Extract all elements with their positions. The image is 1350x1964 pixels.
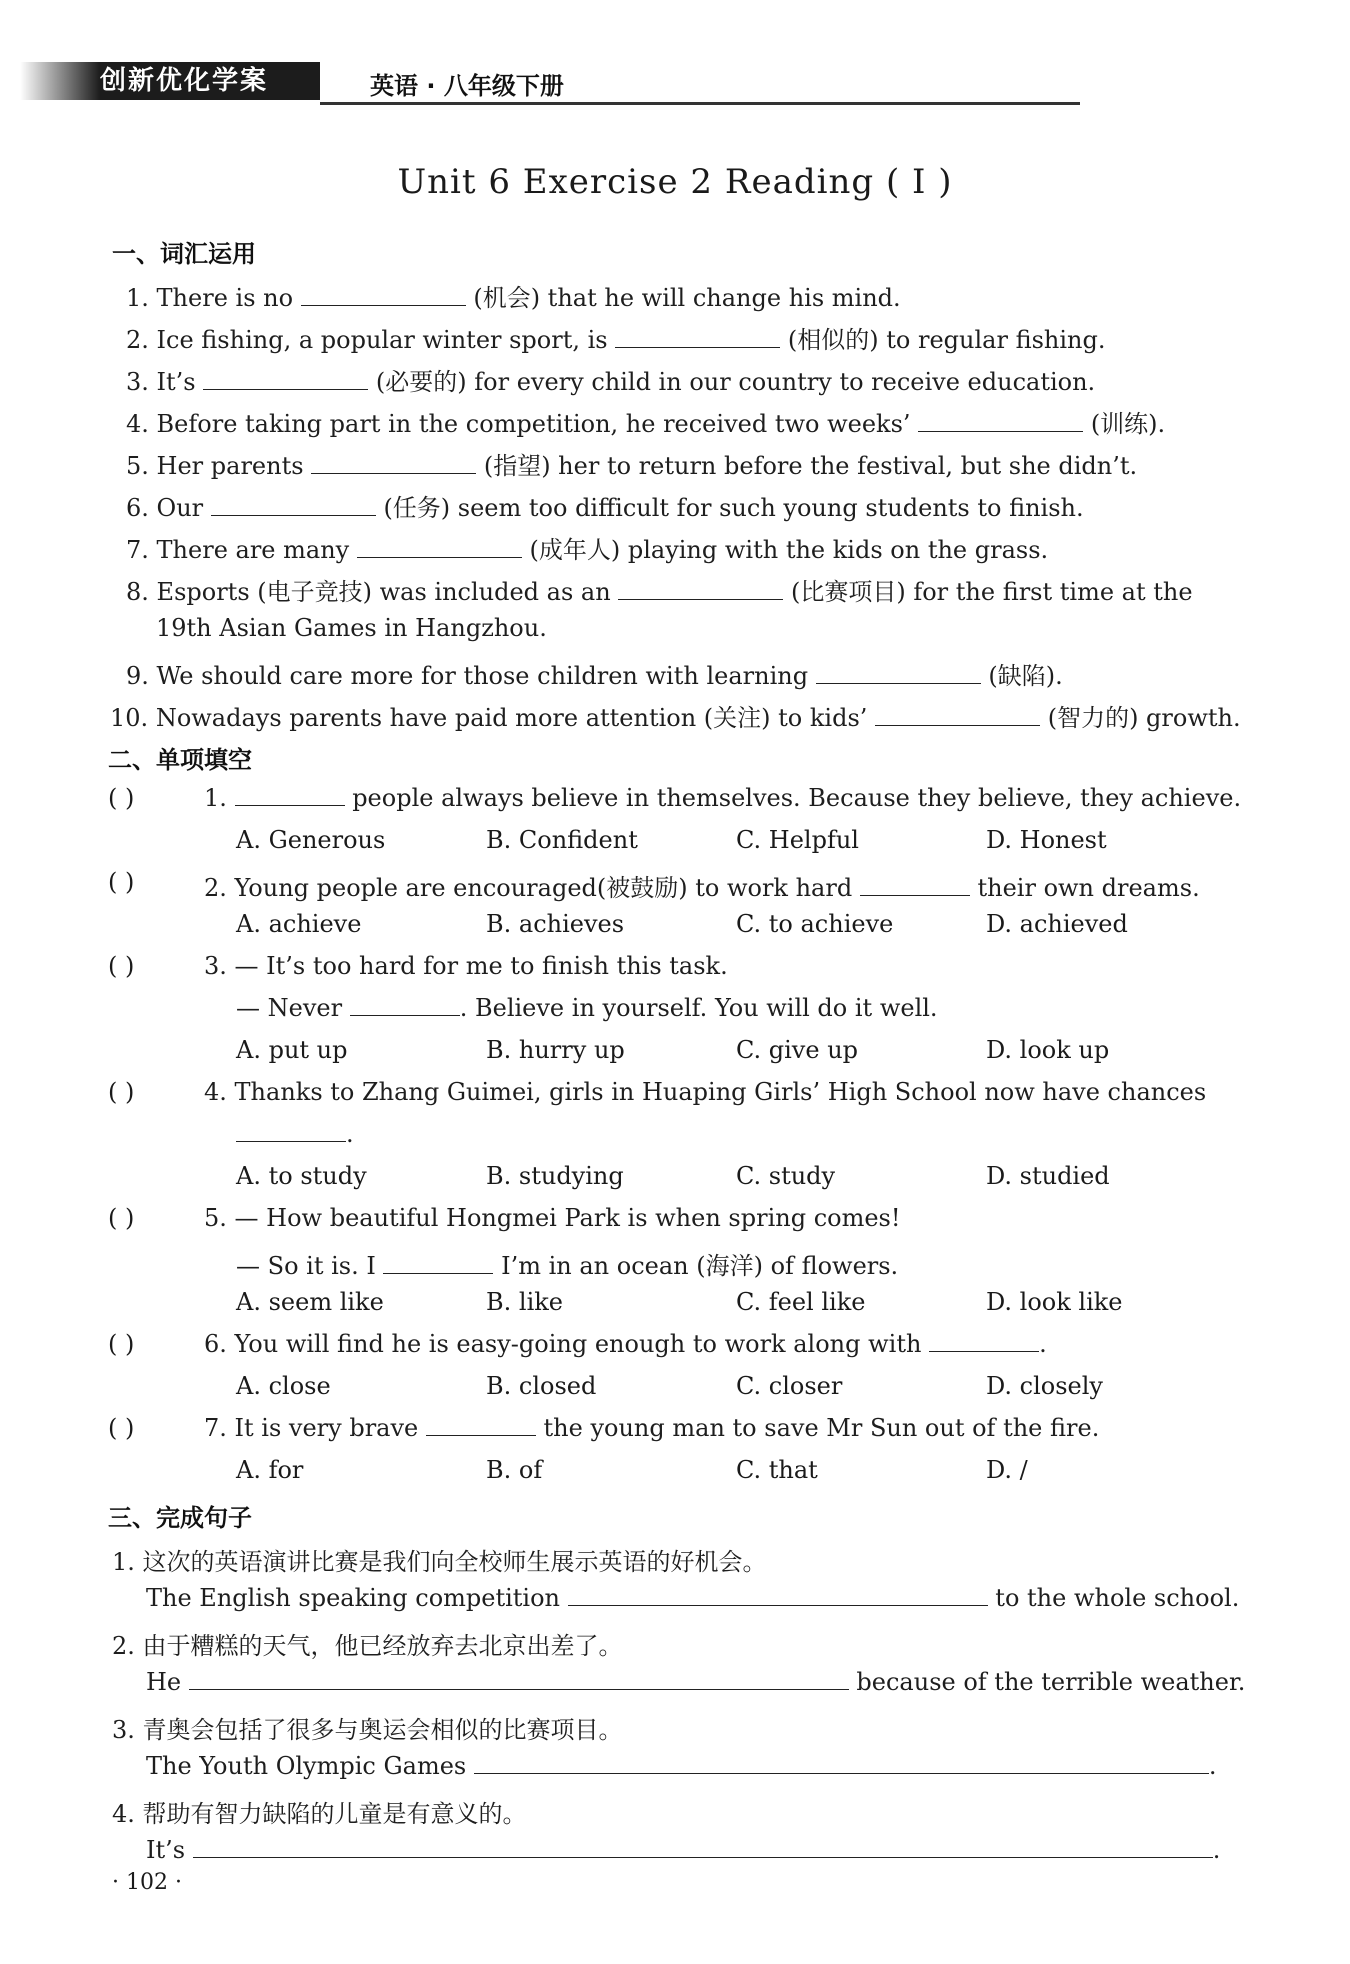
option-c: C. feel like	[736, 1288, 866, 1316]
translation-answer-1	[146, 1584, 1239, 1612]
option-b: B. like	[486, 1288, 563, 1316]
item-number: 4.	[126, 410, 149, 438]
item-text: It’s	[146, 1836, 186, 1864]
item-text: Thanks to Zhang Guimei, girls in Huaping Girls’ High School now have chances	[234, 1078, 1207, 1106]
page-header	[20, 62, 1060, 108]
answer-bracket[interactable]: ( )	[108, 868, 135, 896]
option-c: C. Helpful	[736, 826, 859, 854]
vocab-item-2	[126, 320, 1105, 355]
item-text: It is very brave	[234, 1414, 419, 1442]
item-text: Before taking part in the competition, he received two weeks’	[156, 410, 911, 438]
item-text: .	[1039, 1330, 1047, 1358]
option-a: A. seem like	[236, 1288, 384, 1316]
logo-text: 创新优化学案	[100, 66, 269, 96]
item-number: 6.	[126, 494, 149, 522]
page-title: Unit 6 Exercise 2 Reading ( Ⅰ )	[397, 162, 953, 202]
item-number: 3.	[204, 952, 227, 980]
mc-question-3-reply	[236, 994, 938, 1022]
item-text: to the whole school.	[995, 1584, 1240, 1612]
mc-question-4	[204, 1078, 1206, 1106]
option-d: D. achieved	[986, 910, 1128, 938]
answer-bracket[interactable]: ( )	[108, 1204, 135, 1232]
vocab-item-10	[110, 698, 1241, 733]
translation-answer-3	[146, 1752, 1217, 1780]
option-b: B. studying	[486, 1162, 624, 1190]
mc-question-6	[204, 1330, 1047, 1358]
item-text: Her parents	[156, 452, 304, 480]
option-b: B. Confident	[486, 826, 638, 854]
vocab-item-4	[126, 404, 1165, 439]
vocab-item-6	[126, 488, 1084, 523]
option-d: D. studied	[986, 1162, 1110, 1190]
option-a: A. to study	[236, 1162, 367, 1190]
option-d: D. /	[986, 1456, 1028, 1484]
vocab-item-5	[126, 446, 1137, 481]
item-text: — It’s too hard for me to finish this task.	[234, 952, 728, 980]
item-text: There are many	[156, 536, 350, 564]
item-text: (任务) seem too difficult for such young students to finish.	[383, 494, 1084, 522]
item-text: (训练).	[1090, 410, 1166, 438]
translation-answer-4	[146, 1836, 1220, 1864]
answer-blank[interactable]	[311, 454, 476, 474]
item-text: We should care more for those children with learning	[156, 662, 809, 690]
item-text: Young people are encouraged(被鼓励) to work hard	[234, 874, 853, 902]
section-1-heading: 一、词汇运用	[112, 240, 256, 268]
item-text: Esports (电子竞技) was included as an	[156, 578, 611, 606]
item-text: It’s	[156, 368, 196, 396]
logo-fade	[20, 62, 100, 100]
item-text: The English speaking competition	[146, 1584, 561, 1612]
option-c: C. give up	[736, 1036, 859, 1064]
answer-blank	[236, 1122, 346, 1142]
answer-blank	[860, 876, 970, 896]
answer-blank[interactable]	[203, 370, 368, 390]
option-b: B. achieves	[486, 910, 625, 938]
answer-bracket[interactable]: ( )	[108, 952, 135, 980]
item-text: .	[1208, 1752, 1217, 1780]
answer-blank	[235, 786, 345, 806]
chinese-sentence: 这次的英语演讲比赛是我们向全校师生展示英语的好机会。	[142, 1548, 767, 1576]
mc-question-1	[204, 784, 1241, 812]
item-number: 5.	[204, 1204, 227, 1232]
item-text: There is no	[156, 284, 294, 312]
header-rule	[320, 102, 1080, 105]
item-text: You will find he is easy-going enough to work along with	[234, 1330, 922, 1358]
option-c: C. to achieve	[736, 910, 894, 938]
item-text: (必要的) for every child in our country to receive education.	[375, 368, 1096, 396]
item-text: (比赛项目) for the first time at the	[790, 578, 1193, 606]
item-number: 7.	[204, 1414, 227, 1442]
item-text: — Never	[236, 994, 343, 1022]
item-number: 3.	[112, 1716, 135, 1744]
item-text: — How beautiful Hongmei Park is when spring comes!	[234, 1204, 901, 1232]
item-text: the young man to save Mr Sun out of the fire.	[543, 1414, 1100, 1442]
option-a: A. Generous	[236, 826, 386, 854]
item-text: (缺陷).	[988, 662, 1063, 690]
item-text: He	[146, 1668, 182, 1696]
answer-line[interactable]	[189, 1670, 849, 1690]
item-number: 8.	[126, 578, 149, 606]
answer-bracket[interactable]: ( )	[108, 1078, 135, 1106]
option-c: C. study	[736, 1162, 836, 1190]
mc-question-7	[204, 1414, 1099, 1442]
option-d: D. look like	[986, 1288, 1123, 1316]
option-b: B. of	[486, 1456, 543, 1484]
answer-line[interactable]	[474, 1754, 1209, 1774]
item-text: Our	[156, 494, 204, 522]
chinese-sentence: 青奥会包括了很多与奥运会相似的比赛项目。	[142, 1716, 623, 1744]
answer-bracket[interactable]: ( )	[108, 784, 135, 812]
section-2-heading: 二、单项填空	[108, 746, 252, 774]
item-number: 4.	[112, 1800, 135, 1828]
item-number: 1.	[112, 1548, 135, 1576]
translation-item-1	[112, 1542, 767, 1577]
vocab-item-8-cont: 19th Asian Games in Hangzhou.	[156, 614, 547, 642]
mc-question-3	[204, 952, 728, 980]
answer-blank	[426, 1416, 536, 1436]
item-number: 2.	[204, 874, 227, 902]
option-d: D. Honest	[986, 826, 1107, 854]
mc-question-5-reply	[236, 1246, 898, 1281]
item-number: 3.	[126, 368, 149, 396]
answer-blank[interactable]	[875, 706, 1040, 726]
item-text: (智力的) growth.	[1047, 704, 1241, 732]
vocab-item-3	[126, 362, 1095, 397]
page-number: · 102 ·	[112, 1870, 182, 1895]
item-text: . Believe in yourself. You will do it well.	[459, 994, 938, 1022]
answer-blank	[929, 1332, 1039, 1352]
vocab-item-9	[126, 656, 1063, 691]
item-number: 5.	[126, 452, 149, 480]
mc-question-5	[204, 1204, 901, 1232]
item-text: (相似的) to regular fishing.	[787, 326, 1106, 354]
vocab-item-1	[126, 278, 901, 313]
item-text: because of the terrible weather.	[856, 1668, 1246, 1696]
answer-blank[interactable]	[211, 496, 376, 516]
answer-blank[interactable]	[618, 580, 783, 600]
mc-question-2	[204, 868, 1200, 903]
answer-bracket[interactable]: ( )	[108, 1414, 135, 1442]
option-d: D. closely	[986, 1372, 1103, 1400]
item-text: .	[346, 1120, 354, 1148]
answer-line[interactable]	[568, 1586, 988, 1606]
answer-blank[interactable]	[816, 664, 981, 684]
item-text: Nowadays parents have paid more attention (关注) to kids’	[155, 704, 868, 732]
answer-blank[interactable]	[357, 538, 522, 558]
item-number: 7.	[126, 536, 149, 564]
vocab-item-7	[126, 530, 1048, 565]
item-text: — So it is. I	[236, 1252, 376, 1280]
item-text: people always believe in themselves. Because they believe, they achieve.	[352, 784, 1242, 812]
section-3-heading: 三、完成句子	[108, 1504, 252, 1532]
option-a: A. close	[236, 1372, 331, 1400]
translation-answer-2	[146, 1668, 1245, 1696]
option-a: A. for	[236, 1456, 304, 1484]
item-number: 6.	[204, 1330, 227, 1358]
option-d: D. look up	[986, 1036, 1110, 1064]
option-b: B. hurry up	[486, 1036, 625, 1064]
vocab-item-8	[126, 572, 1193, 607]
option-c: C. closer	[736, 1372, 843, 1400]
item-number: 2.	[112, 1632, 135, 1660]
item-text: I’m in an ocean (海洋) of flowers.	[501, 1252, 899, 1280]
item-text: Ice fishing, a popular winter sport, is	[156, 326, 608, 354]
answer-bracket[interactable]: ( )	[108, 1330, 135, 1358]
item-number: 4.	[204, 1078, 227, 1106]
translation-item-4	[112, 1794, 527, 1829]
answer-blank	[350, 996, 460, 1016]
mc-question-4-cont	[236, 1120, 354, 1148]
item-number: 10.	[110, 704, 149, 732]
item-text: (成年人) playing with the kids on the grass.	[529, 536, 1049, 564]
item-number: 2.	[126, 326, 149, 354]
item-text: .	[1212, 1836, 1221, 1864]
answer-blank[interactable]	[918, 412, 1083, 432]
translation-item-2	[112, 1626, 623, 1661]
option-c: C. that	[736, 1456, 818, 1484]
chinese-sentence: 由于糟糕的天气，他已经放弃去北京出差了。	[142, 1632, 623, 1660]
item-text: (指望) her to return before the festival, but she didn’t.	[483, 452, 1138, 480]
item-number: 9.	[126, 662, 149, 690]
answer-blank[interactable]	[301, 286, 466, 306]
item-text: (机会) that he will change his mind.	[473, 284, 901, 312]
item-text: their own dreams.	[977, 874, 1200, 902]
answer-blank[interactable]	[615, 328, 780, 348]
option-a: A. put up	[236, 1036, 348, 1064]
translation-item-3	[112, 1710, 623, 1745]
book-title: 英语 · 八年级下册	[370, 72, 564, 100]
item-number: 1.	[126, 284, 149, 312]
chinese-sentence: 帮助有智力缺陷的儿童是有意义的。	[142, 1800, 527, 1828]
item-number: 1.	[204, 784, 227, 812]
answer-blank	[383, 1254, 493, 1274]
answer-line[interactable]	[193, 1838, 1213, 1858]
item-text: The Youth Olympic Games	[146, 1752, 467, 1780]
option-b: B. closed	[486, 1372, 597, 1400]
option-a: A. achieve	[236, 910, 362, 938]
